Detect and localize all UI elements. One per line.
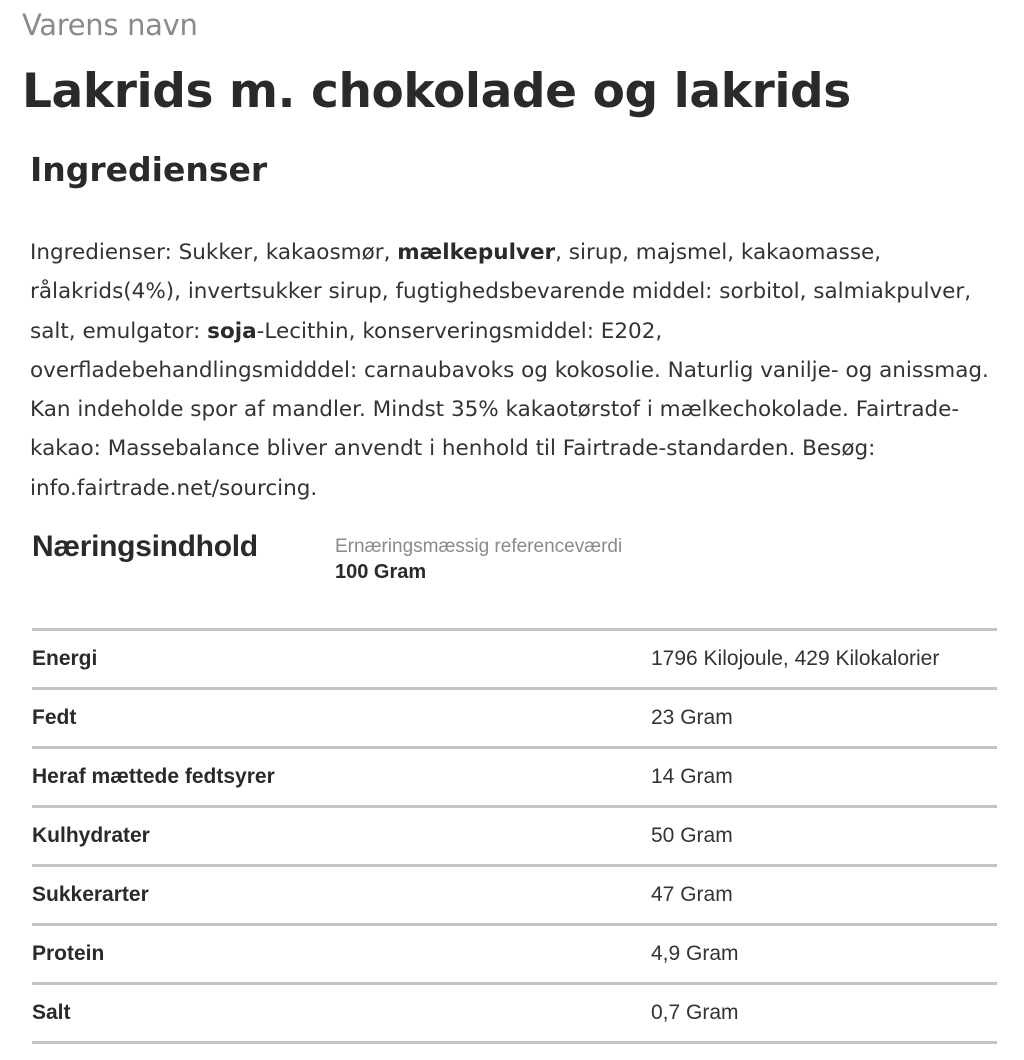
table-row — [32, 690, 997, 746]
table-row — [32, 808, 997, 864]
table-row — [32, 926, 997, 982]
nutrient-value: 1796 Kilojoule, 429 Kilokalorier — [651, 647, 940, 670]
nutrient-name: Kulhydrater — [32, 824, 150, 847]
ingredients-text — [30, 233, 990, 508]
ingredients-segment: -Lecithin, konserveringsmiddel: E202, overfladebehandlingsmidddel: carnaubavoks og kokosolie. Naturlig vanilje- og anissmag. Kan indeholde spor af mandler. Mindst 35% kakaotørstof i mælkechokolade. Fairtrade-kakao: Massebalance bliver anvendt i henhold til Fairtrade-standarden. Besøg: info.fairtrade.net/sourcing. — [30, 318, 989, 501]
nutrient-value: 0,7 Gram — [651, 1001, 739, 1024]
nutrition-table — [32, 628, 997, 1044]
table-row — [32, 749, 997, 805]
allergen-milk-powder: mælkepulver — [397, 240, 556, 265]
ingredients-heading: Ingredienser — [30, 150, 268, 189]
product-title: Lakrids m. chokolade og lakrids — [22, 64, 851, 119]
table-row — [32, 631, 997, 687]
nutrient-name: Sukkerarter — [32, 883, 149, 906]
nutrition-heading: Næringsindhold — [32, 530, 258, 563]
nutrient-value: 23 Gram — [651, 706, 733, 729]
nutrient-value: 14 Gram — [651, 765, 733, 788]
nutrient-value: 4,9 Gram — [651, 942, 739, 965]
ingredients-segment: Ingredienser: Sukker, kakaosmør, — [30, 240, 398, 265]
nutrient-name: Fedt — [32, 706, 77, 729]
nutrient-value: 50 Gram — [651, 824, 733, 847]
reference-label: Ernæringsmæssig referenceværdi — [335, 536, 623, 557]
nutrient-name: Salt — [32, 1001, 71, 1024]
ingredients-segment: , sirup, majsmel, kakaomasse, rålakrids(4%), invertsukker sirup, fugtighedsbevarende middel: sorbitol, salmiakpulver, salt, emulgator: — [30, 240, 972, 344]
reference-value: 100 Gram — [335, 561, 427, 583]
divider — [32, 1041, 997, 1044]
table-row — [32, 867, 997, 923]
nutrient-name: Energi — [32, 647, 98, 670]
nutrient-name: Heraf mættede fedtsyrer — [32, 765, 275, 788]
product-name-label: Varens navn — [22, 8, 198, 42]
nutrient-name: Protein — [32, 942, 105, 965]
table-row — [32, 985, 997, 1041]
allergen-soy: soja — [207, 318, 257, 344]
nutrient-value: 47 Gram — [651, 883, 733, 906]
reference-block — [335, 536, 622, 584]
